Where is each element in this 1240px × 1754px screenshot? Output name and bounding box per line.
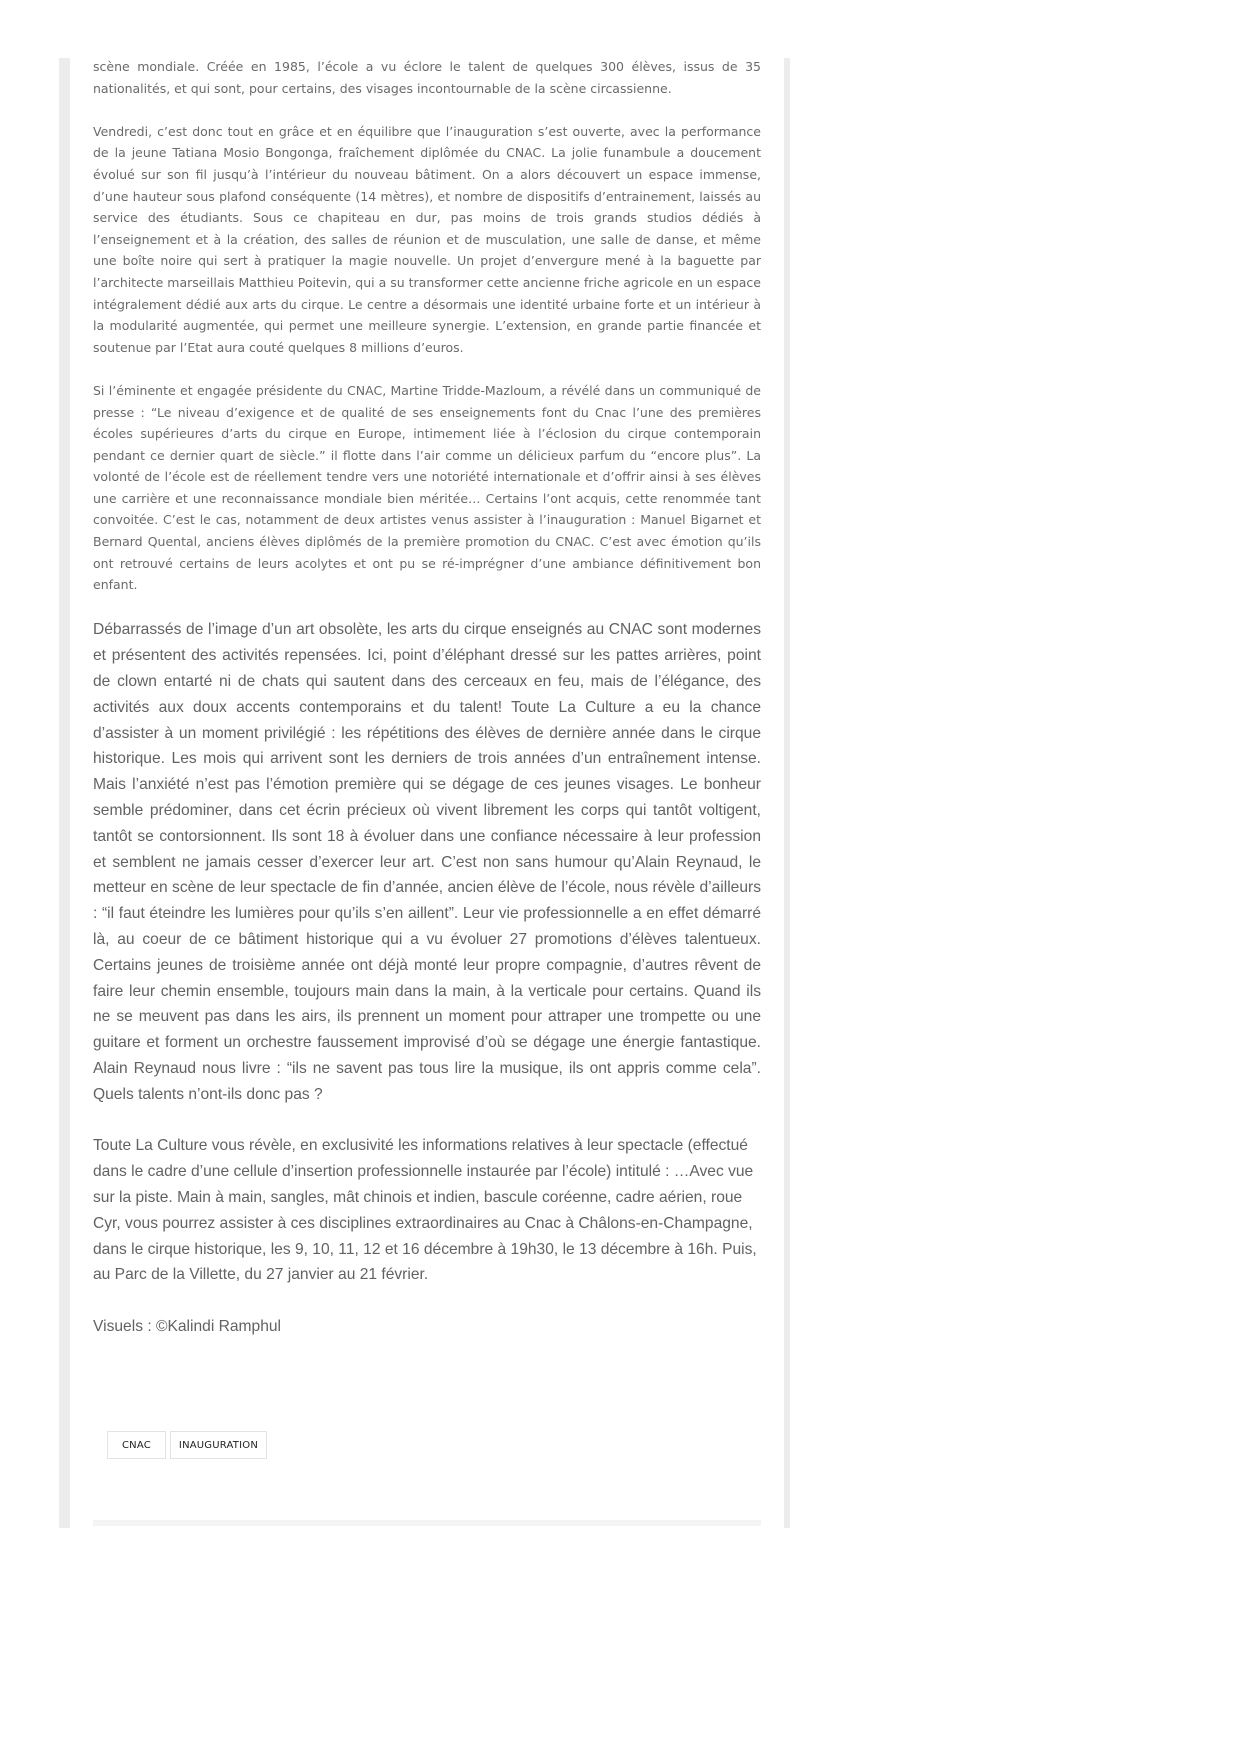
- photo-credits: Visuels : ©Kalindi Ramphul: [93, 1317, 282, 1335]
- article-bottom-divider: [93, 1520, 761, 1526]
- tag-inauguration[interactable]: INAUGURATION: [170, 1431, 267, 1459]
- paragraph-show-dates: Toute La Culture vous révèle, en exclusivité les informations relatives à leur spectacle (effectué dans le cadre d’une cellule d’insertion professionnelle instaurée par l’école) intitulé : …Avec vue sur la piste. Main à main, sangles, mât chinois et indien, bascule coréenne, cadre aérien, roue Cyr, vous pourrez assister à ces disciplines extraordinaires au Cnac à Châlons-en-Champagne, dans le cirque historique, les 9, 10, 11, 12 et 16 décembre à 19h30, le 13 décembre à 16h. Puis, au Parc de la Villette, du 27 janvier au 21 février.: [93, 1137, 757, 1284]
- paragraph-school-history: scène mondiale. Créée en 1985, l’école a vu éclore le talent de quelques 300 élèves, issus de 35 nationalités, et qui sont, pour certains, des visages incontournable de la scène circassienne.: [93, 59, 761, 96]
- tag-list: [107, 1431, 267, 1459]
- paragraph-inauguration: Vendredi, c’est donc tout en grâce et en équilibre que l’inauguration s’est ouverte, avec la performance de la jeune Tatiana Mosio Bongonga, fraîchement diplômée du CNAC. La jolie funambule a doucement évolué sur son fil jusqu’à l’intérieur du nouveau bâtiment. On a alors découvert un espace immense, d’une hauteur sous plafond conséquente (14 mètres), et nombre de dispositifs d’entrainement, laissés au service des étudiants. Sous ce chapiteau en dur, pas moins de trois grands studios dédiés à l’enseignement et à la création, des salles de réunion et de musculation, une salle de danse, et même une boîte noire qui sert à pratiquer la magie nouvelle. Un projet d’envergure mené à la baguette par l’architecte marseillais Matthieu Poitevin, qui a su transformer cette ancienne friche agricole en un espace intégralement dédié aux arts du cirque. Le centre a désormais une identité urbaine forte et un intérieur à la modularité augmentée, qui permet une meilleure synergie. L’extension, en grande partie financée et soutenue par l’Etat aura couté quelques 8 millions d’euros.: [93, 123, 761, 355]
- tag-cnac[interactable]: CNAC: [107, 1431, 166, 1459]
- article-body: [93, 56, 761, 1366]
- paragraph-rehearsals: Débarrassés de l’image d’un art obsolète, les arts du cirque enseignés au CNAC sont modernes et présentent des activités repensées. Ici, point d’éléphant dressé sur les pattes arrières, point de clown entarté ni de chats qui sautent dans des cerceaux en feu, mais de l’élégance, des activités aux doux accents contemporains et du talent! Toute La Culture a eu la chance d’assister à un moment privilégié : les répétitions des élèves de dernière année dans le cirque historique. Les mois qui arrivent sont les derniers de trois années d’un entraînement intense. Mais l’anxiété n’est pas l’émotion première qui se dégage de ces jeunes visages. Le bonheur semble prédominer, dans cet écrin précieux où vivent librement les corps qui tantôt voltigent, tantôt se contorsionnent. Ils sont 18 à évoluer dans une confiance nécessaire à leur profession et semblent ne jamais cesser d’exercer leur art. C’est non sans humour qu’Alain Reynaud, le metteur en scène de leur spectacle de fin d’année, ancien élève de l’école, nous révèle d’ailleurs : “il faut éteindre les lumières pour qu’ils s’en aillent”. Leur vie professionnelle a en effet démarré là, au coeur de ce bâtiment historique qui a vu évoluer 27 promotions d’élèves talentueux. Certains jeunes de troisième année ont déjà monté leur propre compagnie, d’autres rêvent de faire leur chemin ensemble, toujours main dans la main, à la verticale pour certains. Quand ils ne se meuvent pas dans les airs, ils prennent un moment pour attraper une trompette ou une guitare et forment un orchestre faussement improvisé d’où se dégage une énergie fantastique. Alain Reynaud nous livre : “ils ne savent pas tous lire la musique, ils ont appris comme cela”. Quels talents n’ont-ils donc pas ?: [93, 621, 761, 1103]
- paragraph-president-quote: Si l’éminente et engagée présidente du CNAC, Martine Tridde-Mazloum, a révélé dans un communiqué de presse : “Le niveau d’exigence et de qualité de ses enseignements font du Cnac l’une des premières écoles supérieures d’arts du cirque en Europe, intimement liée à l’éclosion du cirque contemporain pendant ce dernier quart de siècle.” il flotte dans l’air comme un délicieux parfum du “encore plus”. La volonté de l’école est de réellement tendre vers une notoriété internationale et d’offrir ainsi à ses élèves une carrière et une reconnaissance mondiale bien méritée… Certains l’ont acquis, cette renommée tant convoitée. C’est le cas, notamment de deux artistes venus assister à l’inauguration : Manuel Bigarnet et Bernard Quental, anciens élèves diplômés de la première promotion du CNAC. C’est avec émotion qu’ils ont retrouvé certains de leurs acolytes et ont pu se ré-imprégner d’une ambiance définitivement bon enfant.: [93, 382, 761, 593]
